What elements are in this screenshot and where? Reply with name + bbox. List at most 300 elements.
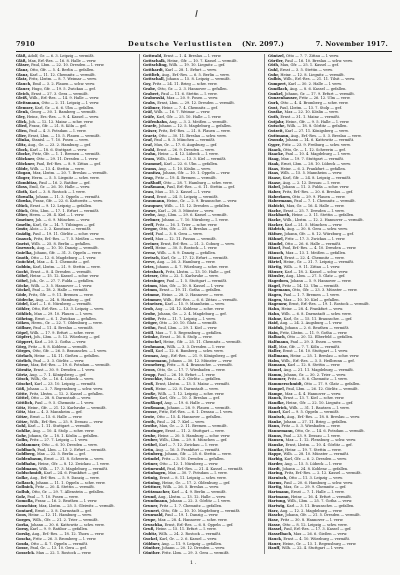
entry-details: Wilh. — 18. 8. Görlitz — gefallen. xyxy=(285,124,348,129)
entry-details: Heinr., Gr. — 17. 2. Oldenburg — gef. xyxy=(160,480,231,485)
entry-details: Karl — 15. 9. Mannheim — verw. xyxy=(163,302,225,307)
entry-surname: Graßmann, xyxy=(143,185,166,190)
entry-surname: Gnoth, xyxy=(16,255,30,260)
entry-details: Fritz, Erf.-Res. — 7. 5. Meißen — verw. xyxy=(32,236,105,241)
entry-details: Fritz — 30. 8. Hannover — l. verw. xyxy=(279,518,344,523)
entry-details: Max — 1. 12. Flensburg — schw. verw. xyxy=(284,438,357,443)
entry-details: Johann, Gr. — 2. 4. Magdeburg — gef. xyxy=(156,311,227,316)
entry-surname: Grahl, xyxy=(143,147,156,152)
entry-surname: Gottwald, xyxy=(143,54,163,58)
entry-surname: Gneist, xyxy=(16,241,31,246)
casualty-entry xyxy=(268,546,386,551)
entry-details: Karl — 3. 11. Braunschw. — gefallen. xyxy=(285,504,355,508)
entry-details: Johann — 5. 9. Hannover — verw. xyxy=(289,279,352,283)
entry-surname: Gregor, xyxy=(143,227,159,232)
entry-surname: Glenk, xyxy=(16,110,30,115)
entry-details: Herm., Gr. — 22. 7. Oldenburg — verw. xyxy=(30,321,103,326)
entry-surname: Hanel, xyxy=(268,410,282,415)
entry-surname: Haag, xyxy=(268,157,280,162)
entry-details: Karl — 27. 11. Königsberg — verw. xyxy=(283,129,349,133)
entry-details: Heinr. — 6. 2. Frankfurt — gefallen. xyxy=(279,166,346,171)
entry-surname: Gumpert, xyxy=(268,82,288,87)
entry-surname: Hacker, xyxy=(268,222,284,227)
entry-surname: Gottlieb, xyxy=(143,72,161,77)
entry-details: Otto — 29. 9. Plauen — verw. xyxy=(291,194,346,199)
entry-surname: Grobe, xyxy=(143,311,157,316)
entry-surname: Hasche, xyxy=(268,513,285,518)
entry-details: Wilh., Lbm. — 29. 8. München — gef. xyxy=(158,438,228,443)
publication-date: 7. November 1917. xyxy=(315,40,388,48)
entry-surname: Göttel, xyxy=(16,396,30,401)
entry-surname: Grube, xyxy=(143,433,157,438)
entry-details: Paul — 24. 7. Kiel — verw. xyxy=(155,419,205,424)
entry-surname: Göckel, xyxy=(16,288,32,293)
entry-details: Max, Gr. — 2. 11. Bremen — vermißt. xyxy=(158,424,228,429)
entry-surname: Hagemann, xyxy=(268,288,292,293)
entry-details: Otto — 12. 1. Nürnberg — verw. xyxy=(158,461,219,466)
entry-details: Aug. — 24. 2. Augsburg — l. verw. xyxy=(278,321,343,326)
entry-details: Paul — 11. 6. Stettin — l. verw. xyxy=(159,91,218,96)
entry-details: Fritz — 8. 4. Braunschw. — vermißt. xyxy=(165,363,233,368)
entry-details: Otto — 30. 11. Breslau — schw. verw. xyxy=(157,133,227,138)
entry-surname: Habicht, xyxy=(268,204,286,208)
entry-details: Stanisl. — 7. 10. Posen — verw. xyxy=(30,138,89,143)
entry-surname: Grau, xyxy=(143,189,155,194)
entry-surname: Grüning, xyxy=(143,480,161,485)
entry-surname: Gorny, xyxy=(16,527,29,532)
entry-details: Wilh. — 8. 9. Danzig — gefallen. xyxy=(156,250,217,255)
entry-surname: Gruner, xyxy=(143,504,159,508)
entry-surname: Goldmann, xyxy=(16,466,38,471)
entry-surname: Gorges, xyxy=(16,518,32,523)
entry-details: Johann — 24. 8. Koblenz — gefallen. xyxy=(281,466,349,471)
entry-surname: Glück, xyxy=(16,208,29,213)
entry-details: Wilh. — 31. 1. Bautzen — l. verw. xyxy=(288,405,350,410)
entry-details: Johann — 28. 9. Plauen — vermißt. xyxy=(165,405,231,410)
entry-details: Karl — 3. 8. Rostock — l. verw. xyxy=(28,189,86,194)
entry-details: Paul, Erf.-Res. — 17. 3. Kassel — gef. xyxy=(282,527,352,532)
entry-surname: Grimm, xyxy=(143,288,159,293)
entry-surname: Grund, xyxy=(143,494,157,499)
entry-details: Fritz — 3. 10. Dresden — gefallen. xyxy=(160,457,225,462)
entry-surname: Gubitz, xyxy=(143,532,158,537)
entry-details: Fritz — 27. 7. Leipzig — l. verw. xyxy=(28,438,89,443)
entry-details: Hugo, Gfr. — 19. 5. Zwickau — gef. xyxy=(30,86,96,91)
entry-details: Heinr. — 12. 8. Liegnitz — vermißt. xyxy=(279,72,345,77)
entry-details: Karl, Gfr. — 10. 3. Breslau — gef. xyxy=(158,396,220,401)
entry-details: Johann — 2. 7. Regensburg — schw. verw. xyxy=(25,386,104,391)
entry-details: Max — 15. 2. Kassel — l. verw. xyxy=(154,189,212,194)
entry-surname: Hanns, xyxy=(268,433,283,438)
entry-details: Wilh. — 19. 10. Liegnitz — gef. xyxy=(167,63,226,68)
entry-details: Aug., Erf.-Res. — 5. 3. Breslau — verw. xyxy=(289,133,362,138)
entry-surname: Gorsky, xyxy=(16,532,31,537)
entry-surname: Hädrich, xyxy=(268,227,286,232)
entry-surname: Groth, xyxy=(143,419,156,424)
entry-details: Ernst — 3. 8. Darmstadt — gef. xyxy=(33,508,92,513)
entry-surname: Hähnel, xyxy=(268,236,284,241)
entry-surname: Gwosdz, xyxy=(268,138,285,143)
entry-surname: Götte, xyxy=(16,391,29,396)
entry-details: Otto, Gr. — 29. 7. Allenstein — gefallen. xyxy=(30,489,105,494)
entry-details: Karl — 1. 6. Nürnberg — vermißt. xyxy=(28,302,92,307)
entry-details: Karl — 4. 9. Berlin — vermißt. xyxy=(170,489,227,494)
entry-surname: Gutzeit, xyxy=(268,129,284,133)
entry-surname: Hache, xyxy=(268,208,283,213)
entry-surname: Hagen, xyxy=(268,293,283,298)
entry-details: Johann — 22. 3. Görlitz — l. verw. xyxy=(168,499,231,504)
entry-surname: Grothe, xyxy=(143,424,159,429)
entry-surname: Harder, xyxy=(268,461,284,466)
entry-surname: Groneberg, xyxy=(143,363,166,368)
entry-details: Max — 12. 11. Passau — vermißt. xyxy=(154,236,217,241)
entry-details: Fritz, Lbstm. — 11. 9. Gotha — verw. xyxy=(278,330,348,335)
entry-details: Paul, Lbm. — 22. 10. Dresden — l. verw. xyxy=(29,63,105,68)
entry-surname: Härtig, xyxy=(268,264,283,269)
entry-details: Fritz, Lbm. — 29. 3. Gera — vermißt. xyxy=(160,550,230,554)
entry-details: Aug. — 3. 2. Meißen — vermißt. xyxy=(168,119,228,124)
entry-surname: Goy, xyxy=(143,82,152,87)
entry-surname: Hase, xyxy=(268,518,280,523)
entry-details: Otto, Gfr. — 10. 10. Magdeburg — vermißt. xyxy=(160,508,241,513)
entry-surname: Guth, xyxy=(268,114,280,119)
entry-surname: Gräfenhahn, xyxy=(143,119,169,124)
entry-surname: Gunkel, xyxy=(268,91,284,96)
entry-details: Ernst — 15. 6. Halle — verw. xyxy=(28,414,83,419)
entry-details: Ernst — 9. 12. Leipzig — gefallen. xyxy=(28,204,93,208)
entry-details: Fritz — 24. 11. Brieg — schw. verw. xyxy=(151,82,218,87)
entry-surname: Gruß, xyxy=(143,527,155,532)
entry-surname: Hauff, xyxy=(268,546,281,551)
entry-details: Karl — 18. 6. Stuttgart — verw. xyxy=(28,147,88,152)
casualty-entry xyxy=(143,551,261,554)
entry-details: Karl — 30. 2. Halle — l. verw. xyxy=(287,82,342,87)
entry-details: Fritz — 17. 3. Zwickau — l. verw. xyxy=(283,236,346,241)
entry-details: Heinr. — 16. 4. Erfurt — vermißt. xyxy=(289,494,352,499)
entry-surname: Golbs, xyxy=(16,438,29,443)
entry-details: Fritz, Lbstm. — 13. 10. Halle — gef. xyxy=(164,269,232,274)
entry-details: Heinr. — 15. 11. Erfurt — l. verw. xyxy=(154,527,217,532)
entry-details: Aug. — 7. 1. Königsberg — gef. xyxy=(28,372,87,377)
entry-surname: Grabe, xyxy=(143,86,157,91)
entry-details: Fritz, Erf.-Res. — 20. 6. Breslau — gef. xyxy=(281,189,354,194)
entry-details: Johann — 7. 10. Nürnberg — l. verw. xyxy=(160,218,229,223)
entry-details: Wilh. — 26. 5. Breslau — verw. xyxy=(161,485,220,490)
entry-surname: Händel, xyxy=(268,241,284,246)
header-rule xyxy=(16,51,392,52)
entry-details: Wilh. — 24. 2. Rostock — vermißt. xyxy=(157,532,222,537)
entry-details: Ernst — 11. 2. Stuttgart — verw. xyxy=(164,429,225,433)
entry-details: Paul — 18. 2. Halle — vermißt. xyxy=(31,288,89,293)
entry-surname: Glowka, xyxy=(16,199,32,204)
entry-surname: Gläß, xyxy=(16,54,27,58)
entry-surname: Haber, xyxy=(268,189,282,194)
entry-surname: Hardt, xyxy=(268,466,282,471)
entry-surname: Glück, xyxy=(16,204,29,208)
entry-details: Otto — 7. 7. Zittau — l. verw. xyxy=(284,54,340,58)
entry-surname: Hall, xyxy=(268,344,278,349)
entry-surname: Görlich, xyxy=(16,358,33,363)
entry-surname: Gloss, xyxy=(16,185,29,190)
entry-surname: Gräf, xyxy=(143,110,154,115)
entry-details: Fritz, Gfr. — 1. 1. Bremen — vermißt. xyxy=(31,152,101,157)
entry-surname: Glombitza, xyxy=(16,180,38,185)
entry-surname: Goldbach, xyxy=(16,447,37,452)
entry-surname: Hamm, xyxy=(268,372,283,377)
entry-surname: Glier, xyxy=(16,133,27,138)
entry-details: Karl — 1. 11. Stuttgart — vermißt. xyxy=(26,424,91,429)
entry-details: Fritz — 5. 3. Wiesbaden — verw. xyxy=(280,424,341,429)
entry-details: Otto — 26. 6. Halle — vermißt. xyxy=(283,241,342,246)
entry-surname: Haak, xyxy=(268,161,280,166)
entry-surname: Hahn, xyxy=(268,311,281,316)
entry-details: Wilh. — 11. 12. Dresden — gefallen. xyxy=(163,204,231,208)
entry-surname: Glanz, xyxy=(16,72,29,77)
entry-surname: Goos, xyxy=(16,513,28,518)
entry-details: Karl, Gr. — 14. 7. Tübingen — gef. xyxy=(31,222,96,227)
entry-details: Ernst — 8. 11. Leipzig — schw. verw. xyxy=(158,475,227,480)
entry-details: Paul — 23. 9. Dessau — l. verw. xyxy=(282,433,341,438)
entry-details: Alois — 2. 2. Konstanz — vermißt. xyxy=(28,227,92,232)
entry-surname: Gnädig, xyxy=(16,232,32,237)
entry-details: Heinr., Gfr. — 25. 11. Chemnitz — vermißt. xyxy=(162,339,242,344)
entry-details: Johann, Gfr. — 10. 1. Oppeln — verw. xyxy=(161,171,231,176)
entry-details: Ernst, Lbm. — 29. 12. Dresden — vermißt. xyxy=(156,100,235,105)
entry-surname: Hacke, xyxy=(268,218,282,223)
entry-details: Heinr. — 7. 4. Chemnitz — gef. xyxy=(160,105,218,110)
entry-surname: Gröhn, xyxy=(143,325,157,330)
entry-surname: Glogau, xyxy=(16,171,32,176)
entry-details: Otto — 15. 4. Hannover — gefallen. xyxy=(155,414,222,419)
entry-surname: Gräfe, xyxy=(143,114,156,119)
publication-title: Deutsche Verlustlisten xyxy=(128,40,233,48)
entry-details: Otto — 20. 12. Elberfeld — gefallen. xyxy=(285,335,354,340)
entry-surname: Haas, xyxy=(268,166,280,171)
entry-details: Ernst, Erf.-Res. — 6. 8. Oppeln — gef. xyxy=(163,522,234,527)
entry-details: Aug. — 24. 8. Hamburg — gef. xyxy=(34,297,92,302)
entry-surname: Günther, xyxy=(143,546,161,551)
entry-details: Ernst, Erf.-Res. — 19. 1. Rostock — vermißt. xyxy=(287,302,370,307)
entry-details: Wilh. — 15. 5. Mannheim — verw. xyxy=(279,171,343,176)
entry-details: Max — 4. 3. Mannheim — gef. xyxy=(26,410,83,415)
entry-details: Paul — 20. 6. Hamburg — schw. verw. xyxy=(282,480,353,485)
entry-details: Karl — 20. 3. Münster — verw. xyxy=(156,208,215,213)
entry-surname: Glöde, xyxy=(16,166,29,171)
entry-surname: Grünhagen, xyxy=(143,471,167,476)
entry-details: Ernst — 1. 4. Breslau — l. verw. xyxy=(162,54,222,58)
entry-surname: Hartmann, xyxy=(268,489,290,494)
entry-surname: Glemser, xyxy=(16,105,34,110)
entry-details: Paul, Lbm. — 13. 2. Erfurt — vermißt. xyxy=(36,447,107,452)
entry-surname: Gleiß, xyxy=(16,96,29,101)
entry-details: Paul — 1. 7. Bremen — l. verw. xyxy=(282,293,340,298)
entry-surname: Haiduk, xyxy=(268,325,284,330)
entry-details: Otto — 29. 11. Dresden — l. verw. xyxy=(35,157,99,162)
entry-details: Aug., Lbm. — 27. 5. Glatz — gef. xyxy=(284,274,346,279)
entry-details: Johann — 12. 5. Magdeburg — gefallen. xyxy=(157,124,232,129)
entry-surname: Göbel, xyxy=(16,274,29,279)
entry-details: Ernst — 7. 1. Halle — l. verw. xyxy=(289,489,345,494)
entry-details: Wilh., Erf.-Res. — 21. 11. Tilsit — verw. xyxy=(282,77,356,82)
entry-surname: Große, xyxy=(143,391,157,396)
entry-surname: Großmann, xyxy=(143,405,166,410)
entry-surname: Hammer, xyxy=(268,377,287,382)
entry-details: Aug. — 30. 8. Gera — schw. verw. xyxy=(285,227,348,232)
entry-details: Heinr. — 30. 5. Rostock — l. verw. xyxy=(154,246,218,251)
entry-details: Karl, Gr. — 17. 12. Erfurt — vermißt. xyxy=(159,255,229,260)
entry-details: Max, Gfr. — 10. 8. Kassel — l. verw. xyxy=(158,283,225,288)
entry-surname: Grunert, xyxy=(143,508,161,513)
entry-details: Wilh., Gfr. — 21. 2. Trier — vermißt. xyxy=(31,518,99,523)
entry-details: Wilh. — 3. 5. Hannover — l. verw. xyxy=(29,283,93,288)
entry-details: Paul — 11. 4. Breslau — vermißt. xyxy=(31,325,94,330)
entry-surname: Hampel, xyxy=(268,386,285,391)
entry-details: Johann — 20. 12. Dresden — verw. xyxy=(160,546,226,551)
entry-details: Otto — 28. 7. Hamburg — schw. verw. xyxy=(162,180,233,185)
entry-details: Aug. — 15. 5. Lübeck — l. verw. xyxy=(283,461,343,466)
entry-surname: Gödecke, xyxy=(16,297,35,302)
column-divider xyxy=(264,54,265,554)
entry-details: Johann — 14. 6. Kattowitz — vermißt. xyxy=(284,138,355,143)
entry-details: Aug., Erf.-Res. — 18. 8. Breslau — verw. xyxy=(285,414,361,419)
entry-details: Aug. — 12. 2. Magdeburg — verw. xyxy=(278,508,343,513)
entry-details: Heinr. — 22. 8. Darmstadt — verw. xyxy=(154,386,219,391)
entry-surname: Harbig, xyxy=(268,457,284,462)
entry-surname: Görnitz, xyxy=(16,368,33,373)
entry-surname: Griesinger, xyxy=(143,279,166,283)
entry-details: Aug. — 10. 10. Danzig — vermißt. xyxy=(35,246,99,251)
entry-details: Fritz — 8. 6. Chemnitz — l. verw. xyxy=(286,377,348,382)
entry-surname: Gollasch, xyxy=(16,480,35,485)
entry-surname: Gronau, xyxy=(143,354,160,358)
entry-details: Fritz, Erf.-Res. — 21. 8. Plauen — verw. xyxy=(157,129,231,133)
entry-surname: Gropp, xyxy=(143,372,157,377)
entry-surname: Gyger, xyxy=(268,143,281,148)
entry-details: Aug. — 21. 11. Magdeburg — vermißt. xyxy=(282,368,355,373)
entry-surname: Hartig, xyxy=(268,485,283,490)
entry-surname: Graupner, xyxy=(143,204,164,208)
entry-details: Aug., Erf.-Res. — 5. 9. Danzig — verw. xyxy=(28,475,100,480)
entry-surname: Greif, xyxy=(143,232,155,237)
entry-surname: Gruschka, xyxy=(143,522,164,527)
entry-surname: Guttmann, xyxy=(268,133,290,138)
entry-surname: Hahn, xyxy=(268,307,281,312)
entry-details: Ernst — 27. 3. Gera — vermißt. xyxy=(30,91,89,96)
entry-surname: Gleitsmann, xyxy=(16,100,41,105)
entry-details: Karl — 9. 5. Oppeln — vermißt. xyxy=(281,410,340,415)
entry-details: Aug. — 2. 12. Dessau — l. verw. xyxy=(281,180,341,185)
entry-details: Johann, Gr. — 17. 9. Erfurt — vermißt. xyxy=(283,91,355,96)
entry-surname: Greiner, xyxy=(143,241,160,246)
entry-details: Fritz — 19. 4. Bremen — vermißt. xyxy=(154,175,217,180)
entry-surname: Grimm, xyxy=(143,283,159,288)
entry-details: Max — 30. 7. Potsdam — l. verw. xyxy=(166,471,228,476)
entry-details: Joh., Lbm. — 5. 12. Würzburg — gef. xyxy=(32,335,101,340)
entry-details: Karl — 23. 10. Leipzig — vermißt. xyxy=(33,382,97,387)
entry-surname: Gröll, xyxy=(143,330,155,335)
entry-details: Johann, Gfr. — 31. 3. Oppeln — verw. xyxy=(32,250,102,255)
entry-surname: Grob, xyxy=(143,307,155,312)
entry-details: Herm. — 28. 4. Kiel — l. verw. xyxy=(28,213,85,218)
entry-surname: Hasse, xyxy=(268,522,282,527)
entry-details: Paul — 3. 3. Görlitz — verw. xyxy=(32,358,85,363)
entry-details: Otto, Gr. — 17. 7. Wiesbaden — verw. xyxy=(156,368,226,373)
entry-surname: Graßhoff, xyxy=(143,180,163,185)
entry-details: Karl, Gr. — 15. 11. Braunschw. — gef. xyxy=(282,316,353,321)
entry-surname: Hallmann, xyxy=(268,354,290,358)
entry-surname: Grützmacher, xyxy=(143,489,171,494)
entry-surname: Hanke, xyxy=(268,419,283,424)
entry-details: Joh. — 6. 9. München — verw. xyxy=(34,218,91,223)
entry-surname: Grineisen, xyxy=(143,302,164,307)
entry-surname: Gnewuch, xyxy=(16,246,36,251)
entry-details: Otto — 4. 4. Bromberg — schw. verw. xyxy=(279,100,349,105)
entry-details: Wilh., Lbstm. — 13. 3. Kiel — vermißt. xyxy=(155,157,227,162)
entry-surname: Grunwald, xyxy=(143,513,164,518)
page-footer: 1 . xyxy=(190,560,197,566)
entry-details: Ernst — 31. 8. Schwerin — verw. xyxy=(42,457,104,462)
entry-details: Paul — 26. 10. Erfurt — l. verw. xyxy=(156,372,216,377)
entry-surname: Hamann, xyxy=(268,363,287,368)
entry-surname: Gretsch, xyxy=(143,255,160,260)
entry-surname: Hartwig, xyxy=(268,504,286,508)
entry-surname: Göpel, xyxy=(16,330,29,335)
entry-surname: Götz, xyxy=(16,405,27,410)
entry-details: Paul — 16. 10. Breslau — schw. verw. xyxy=(283,58,353,63)
entry-surname: Grote, xyxy=(143,414,156,419)
entry-surname: Goldammer, xyxy=(16,443,41,448)
entry-surname: Grüner, xyxy=(143,461,159,466)
entry-details: Paul — 19. 11. Görlitz — schw. verw. xyxy=(31,232,100,237)
entry-details: Paul — 7. 10. Posen — verw. xyxy=(26,494,79,499)
entry-details: Wilh., Gr. — 16. 4. Lübeck — verw. xyxy=(29,377,94,382)
entry-details: Johann, Gfr. — 25. 6. Stettin — verw. xyxy=(163,452,232,457)
entry-details: Johann — 11. 3. Fulda — schw. verw. xyxy=(281,185,350,190)
entry-details: Franz, Gfr. — 22. 6. Kattowitz — verw. xyxy=(32,199,103,204)
entry-surname: Göppert, xyxy=(16,339,34,344)
entry-surname: Hasselbach, xyxy=(268,532,293,537)
entry-surname: Hann, xyxy=(268,424,281,429)
entry-details: Paul — 29. 3. Essen — verw. xyxy=(289,339,342,344)
entry-details: Otto — 2. 11. Leipzig — l. verw. xyxy=(40,100,100,105)
entry-details: Emil — 3. 2. Plauen — schw. verw. xyxy=(31,82,96,87)
entry-surname: Gollub, xyxy=(16,489,31,494)
entry-surname: Grabert, xyxy=(143,91,160,96)
entry-details: Ernst — 22. 4. Chemnitz — verw. xyxy=(283,255,345,260)
entry-surname: Graetz, xyxy=(143,133,158,138)
entry-details: Heinr. — 20. 5. Hamburg — schw. verw. xyxy=(156,433,231,438)
entry-surname: Göschel, xyxy=(16,382,34,387)
entry-surname: Gottschalk, xyxy=(143,58,167,63)
entry-details: Max — 4. 1. Chemnitz — gef. xyxy=(35,260,90,265)
entry-surname: Gödel, xyxy=(16,302,29,307)
entry-surname: Groos, xyxy=(143,368,157,373)
entry-details: Otto, Lbm. — 17. 1. Erfurt — vermißt. xyxy=(28,208,100,213)
entry-surname: Großer, xyxy=(143,396,159,401)
entry-details: Fritz, Erf.-Res. — 6. 1. Dessau — l. verw. xyxy=(157,410,233,415)
entry-details: Ernst, Lbm. — 28. 10. Lübeck — verw. xyxy=(279,161,351,166)
entry-surname: Glocke, xyxy=(16,152,32,157)
entry-surname: Greff, xyxy=(143,222,155,227)
entry-details: Paul — 1. 5. Stuttgart — vermißt. xyxy=(165,279,228,283)
entry-details: Johann — 11. 1. Oppeln — schw. verw. xyxy=(34,480,106,485)
entry-surname: Hanisch, xyxy=(268,414,286,419)
entry-surname: Haase, xyxy=(268,175,282,180)
entry-details: Ernst — 30. 9. Dresden — l. verw. xyxy=(32,368,95,373)
entry-details: Max — 28. 4. Hannover — schw. verw. xyxy=(156,518,228,523)
entry-surname: Gulbis, xyxy=(268,77,283,82)
entry-details: Franz — 16. 2. Beuthen — l. verw. xyxy=(33,499,98,504)
